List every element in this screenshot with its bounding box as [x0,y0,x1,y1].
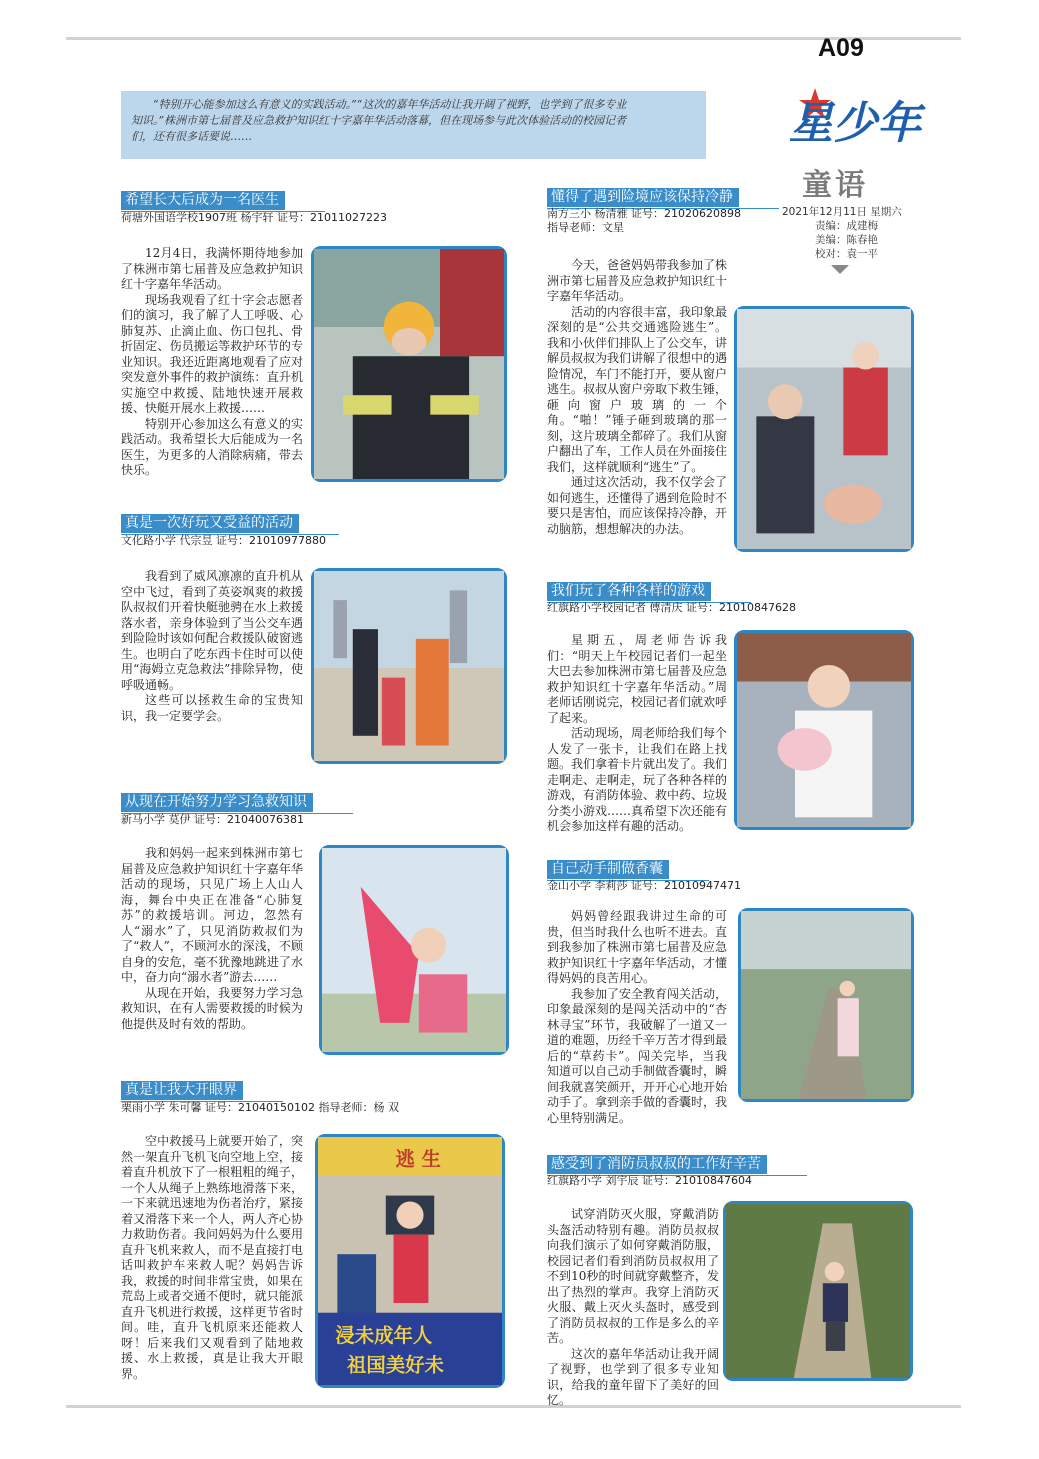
photo-girl-outdoors [319,845,509,1055]
editor: 责编：成建梅 [815,220,878,232]
paragraph: 我和妈妈一起来到株洲市第七届普及应急救护知识红十字嘉年华活动的现场，只见广场上人山人海，舞台中央正在准备“心肺复苏”的救援培训。河边，忽然有人“溺水”了，只见消防救叔们为了“救人”，不顾河水的深浅，不顾自身的安危，毫不犹豫地跳进了水中，奋力向“溺水者”游去…… [121,846,303,984]
article-body [121,1134,303,1382]
article-title: 从现在开始努力学习急救知识 [121,793,313,812]
proofreader: 校对：袁一平 [815,248,878,260]
photo-banner-text: 祖国美好未 [347,1353,444,1377]
page-number: A09 [818,34,864,62]
photo-rescue-team [311,568,507,764]
article-body [121,246,303,479]
photo-firefighter-gear [311,246,507,482]
photo-girl-on-path [738,908,914,1102]
paragraph: 这次的嘉年华活动让我开阔了视野，也学到了很多专业知识，给我的童年留下了美好的回忆。 [547,1346,719,1407]
article-body [121,569,303,724]
logo-text: 星少年 [789,98,921,149]
article-body [547,909,727,1126]
article-title: 真是一次好玩又受益的活动 [121,514,299,533]
article-title: 懂得了遇到险境应该保持冷静 [547,188,739,207]
photo-first-aid-practice [734,306,914,552]
article-byline: 金山小学 李莉莎 证号：21010947471 [547,879,741,892]
article-byline: 红旗路小学 刘宇辰 证号：21010847604 [547,1174,752,1187]
photo-banner-text: 浸未成年人 [335,1323,433,1348]
paragraph: 特别开心参加这么有意义的实践活动。我希望长大后能成为一名医生，为更多的人消除病痛，带去快乐。 [121,416,303,477]
designer: 美编：陈春艳 [815,234,878,246]
article-body [547,1207,719,1409]
article-byline: 指导老师：文星 [547,221,624,234]
article-byline: 红旗路小学校园记者 傅清庆 证号：21010847628 [547,601,796,614]
paragraph: 空中救援马上就要开始了，突然一架直升飞机飞向空地上空，接着直升机放下了一根粗粗的绳子，一个人从绳子上熟练地滑落下来，一下来就迅速地为伤者治疗，紧接着又滑落下来一个人，两人齐心协力救助伤者。我问妈妈为什么要用直升飞机来救人，而不是直接打电话叫救护车来救人呢？妈妈告诉我，救援的时间非常宝贵，如果在荒岛上或者交通不便时，就只能派直升飞机进行救援，这样更节省时间。哇，直升飞机原来还能救人呀！后来我们又观看到了陆地救援、水上救援，真是让我大开眼界。 [121,1134,303,1381]
article-title: 我们玩了各种各样的游戏 [547,582,711,601]
paragraph: 星期五，周老师告诉我们：“明天上午校园记者们一起坐大巴去参加株洲市第七届普及应急救护知识红十字嘉年华活动。”周老师话刚说完，校园记者们就欢呼了起来。 [547,633,728,725]
article-body [121,846,303,1032]
paragraph: 通过这次活动，我不仅学会了如何逃生，还懂得了遇到危险时不要只是害怕，而应该保持冷静，开动脑筋，想想解决的办法。 [547,475,728,536]
article-byline: 南方三小 杨清雅 证号：21020620898 [547,207,741,220]
article-byline: 荷塘外国语学校1907班 杨宇轩 证号：21011027223 [121,211,387,224]
intro-line: 们，还有很多话要说…… [131,130,252,143]
article-title: 真是让我大开眼界 [121,1081,243,1100]
article-body [547,633,727,835]
date-line: 2021年12月11日 星期六 [782,206,902,218]
article-body [547,258,727,537]
article-title: 自己动手制做香囊 [547,860,669,879]
article-title: 希望长大后成为一名医生 [121,191,285,210]
intro-box [121,91,706,159]
photo-sign-text: 逃 生 [395,1147,441,1171]
section-name: 童语 [802,168,868,203]
paragraph: 妈妈曾经跟我讲过生命的可贵，但当时我什么也听不进去。直到我参加了株洲市第七届普及应急救护知识红十字嘉年华活动，才懂得妈妈的良苦用心。 [547,909,728,985]
paragraph: 我看到了威风凛凛的直升机从空中飞过，看到了英姿飒爽的救援队叔叔们开着快艇驰骋在水上救援落水者，亲身体验到了当公交车遇到险险时该如何配合救援队破窗逃生。也明白了吃东西卡住时可以使用“海姆立克急救法”排除异物，使呼吸通畅。 [121,569,303,692]
intro-line: 知识。”株洲市第七届普及应急救护知识红十字嘉年华活动落幕，但在现场参与此次体验活动的校园记者 [131,114,627,127]
photo-girl-with-toy [734,630,914,830]
paragraph: 12月4日，我满怀期待地参加了株洲市第七届普及应急救护知识红十字嘉年华活动。 [121,246,303,291]
paragraph: 活动现场，周老师给我们每个人发了一张卡，让我们在路上找题。我们拿着卡片就出发了。我们走啊走、走啊走，玩了各种各样的游戏，有消防体验、救中药、垃圾分类小游戏……真希望下次还能有机会参加这样有趣的活动。 [547,726,728,833]
article-byline: 栗雨小学 朱可馨 证号：21040150102 指导老师：杨 双 [121,1101,399,1114]
photo-boy-on-trail [723,1201,913,1381]
paragraph: 活动的内容很丰富，我印象最深刻的是“公共交通逃险逃生”。我和小伙伴们排队上了公交车，讲解员叔叔为我们讲解了很想中的遇险情况，车门不能打开，要从窗户逃生。叔叔从窗户旁取下救生锤，砸向窗户玻璃的一个角。“啪！”锤子砸到玻璃的那一刻，这片玻璃全都碎了。我们从窗户翻出了车，工作人员在外面接住我们，这样就顺利“逃生”了。 [547,304,728,474]
masthead-logo [785,80,921,150]
photo-escape-drill [315,1134,505,1388]
paragraph: 现场我观看了红十字会志愿者们的演习，我了解了人工呼吸、心肺复苏、止滴止血、伤口包扎、骨折固定、伤员搬运等救护环节的专业知识。我还近距离地观看了应对突发意外事件的救护演练：直升机实施空中救援、陆地快速开展救援、快艇开展水上救援…… [121,292,303,415]
masthead-pointer [831,265,849,274]
paragraph: 我参加了安全教育闯关活动，印象最深刻的是闯关活动中的“杏林寻宝”环节，我破解了一道又一道的难题，历经千辛万苦才得到最后的“草药卡”。闯关完毕，当我知道可以自己动手制做香囊时，瞬间我就喜笑颜开，开开心心地开始动手了。拿到亲手做的香囊时，我心里特别满足。 [547,986,728,1125]
article-title: 感受到了消防员叔叔的工作好辛苦 [547,1155,767,1174]
bottom-rule [66,1405,961,1408]
article-byline: 新马小学 莫伊 证号：21040076381 [121,813,304,826]
paragraph: 从现在开始，我要努力学习急救知识，在有人需要救援的时候为他提供及时有效的帮助。 [121,985,303,1031]
paragraph: 这些可以拯救生命的宝贵知识，我一定要学会。 [121,693,303,723]
paragraph: 今天，爸爸妈妈带我参加了株洲市第七届普及应急救护知识红十字嘉年华活动。 [547,258,728,303]
intro-line: “特别开心能参加这么有意义的实践活动。”“这次的嘉年华活动让我开阔了视野，也学到了很多专业 [153,98,627,111]
paragraph: 试穿消防灭火服，穿戴消防头盔活动特别有趣。消防员叔叔向我们演示了如何穿戴消防服，校园记者们看到消防员叔叔用了不到10秒的时间就穿戴整齐，发出了热烈的掌声。我穿上消防灭火服、戴上灭火头盔时，感受到了消防员叔叔的工作是多么的辛苦。 [547,1207,719,1345]
article-byline: 文化路小学 代宗昱 证号：21010977880 [121,534,326,547]
